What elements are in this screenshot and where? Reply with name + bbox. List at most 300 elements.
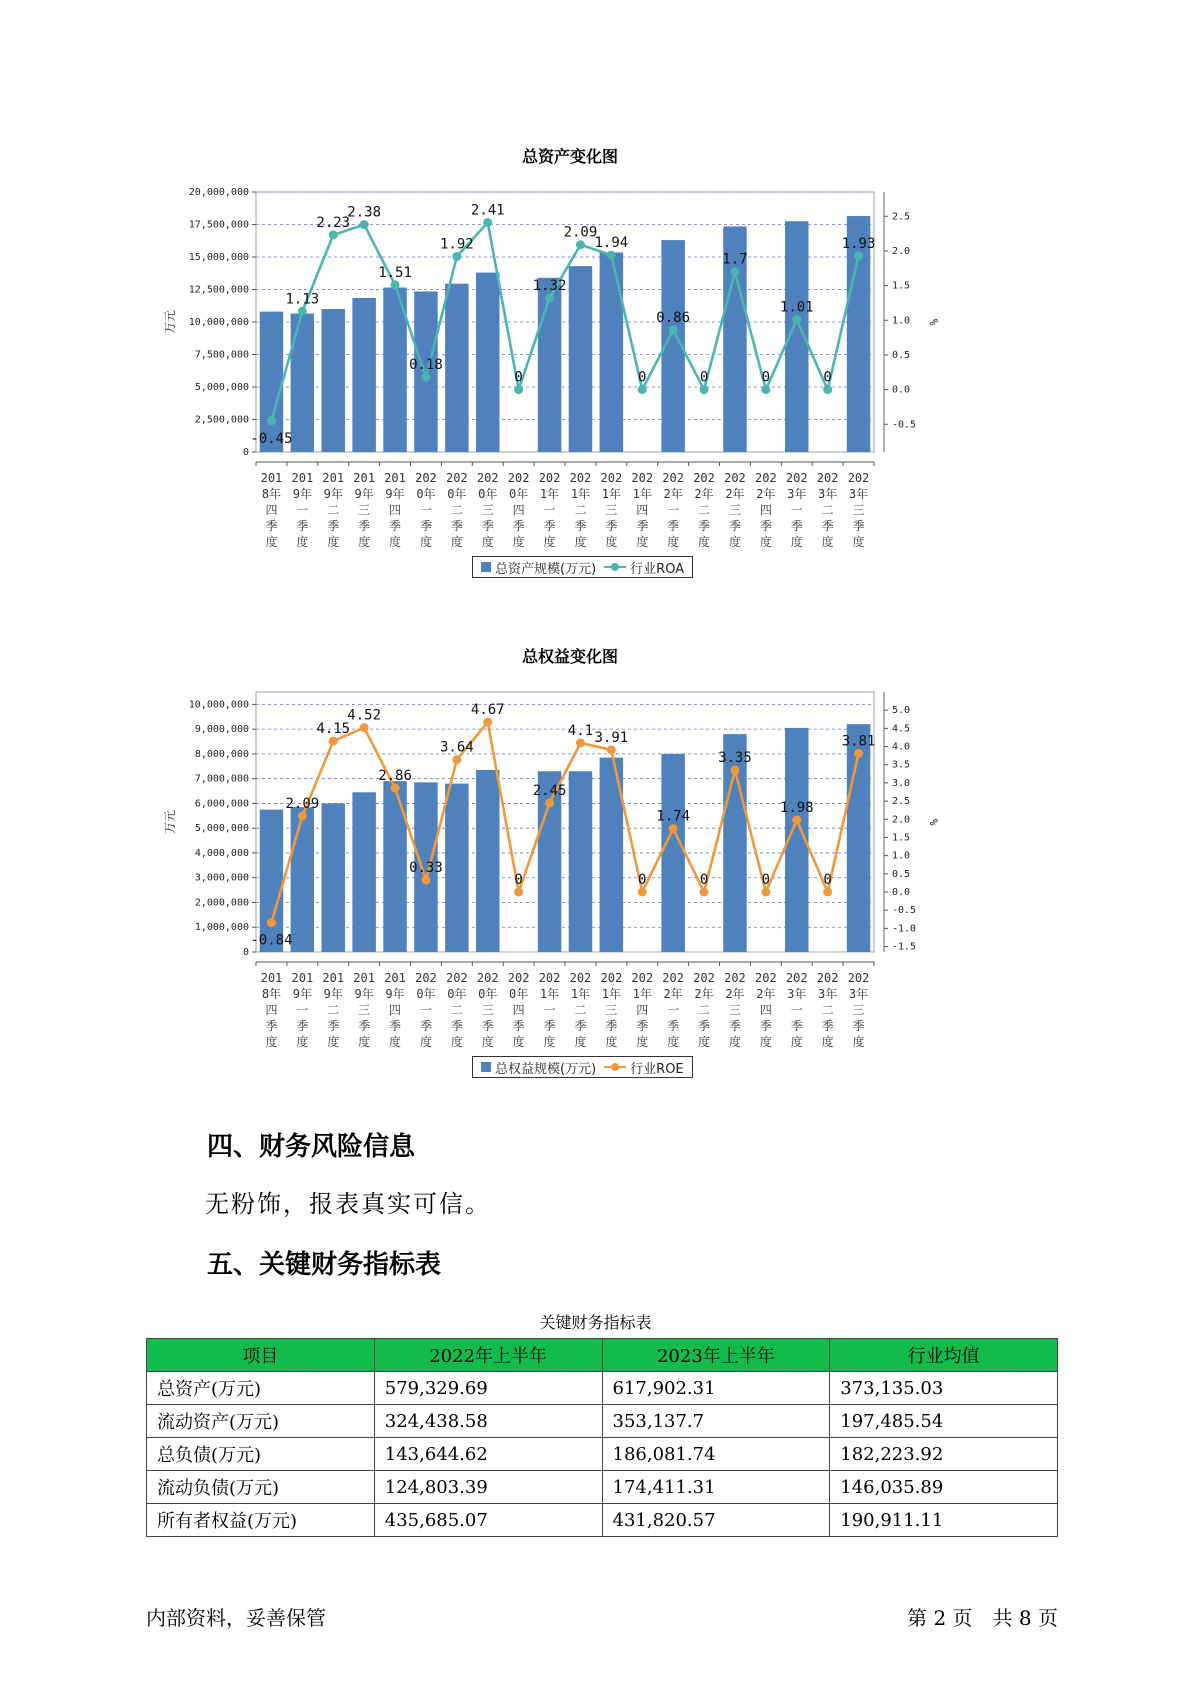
bar [538,278,561,452]
x-tick-label: 2年 [725,987,745,1001]
data-label: 1.01 [779,299,814,316]
x-tick-label: 季 [296,519,309,533]
x-tick-label: 季 [265,519,278,533]
x-tick-label: 1年 [632,987,652,1001]
line-point [700,888,709,897]
line-point [483,218,492,227]
y2-tick-label: 4.5 [892,723,911,735]
x-tick-label: 二 [450,1003,463,1017]
x-tick-label: 度 [481,535,494,549]
x-tick-label: 度 [821,535,834,549]
x-tick-label: 202 [415,971,437,985]
x-tick-label: 度 [265,535,278,549]
data-label: 2.09 [285,796,320,812]
x-tick-label: 四 [389,503,402,517]
data-label: 0 [514,872,523,888]
data-label: 0 [699,872,709,888]
table-row [147,1471,1058,1504]
data-label: 1.32 [532,278,567,295]
x-tick-label: 度 [852,535,865,549]
x-tick-label: 季 [481,519,494,533]
data-label: 0 [823,872,832,888]
data-label: 0 [638,872,647,888]
x-tick-label: 201 [384,471,406,485]
table-cell: 435,685.07 [374,1504,602,1537]
y2-tick-label: 0.0 [892,384,911,396]
x-tick-label: 季 [327,1019,340,1033]
kfi-table [146,1338,1058,1537]
line-point [360,220,369,229]
legend-bar-label: 总权益规模(万元) [495,1061,597,1077]
x-tick-label: 度 [543,535,556,549]
equity-chart-title: 总权益变化图 [521,647,618,666]
data-label: 0 [761,872,771,888]
line-point [854,251,863,260]
x-tick-label: 季 [265,1019,278,1033]
x-tick-label: 201 [260,971,283,985]
x-tick-label: 度 [296,1035,309,1049]
kfi-heading: 五、关键财务指标表 [207,1250,442,1280]
data-label: 2.38 [347,204,382,221]
line-point [576,240,585,249]
bar [383,781,406,952]
y2-tick-label: 2.5 [892,796,911,808]
x-tick-label: 202 [785,971,808,985]
x-tick-label: 202 [755,971,777,985]
x-tick-label: 9年 [354,987,374,1001]
table-cell: 所有者权益(万元) [147,1504,375,1537]
x-tick-label: 季 [605,1019,618,1033]
x-tick-label: 202 [507,471,530,485]
x-tick-label: 季 [667,1019,680,1033]
y-tick-label: 8,000,000 [194,748,249,760]
table-row [147,1405,1058,1438]
line-point [700,385,709,394]
x-tick-label: 2年 [694,987,714,1001]
x-tick-label: 202 [538,971,561,985]
x-tick-label: 201 [260,471,283,485]
x-tick-label: 202 [724,971,746,985]
line-point [421,876,430,885]
data-label: 3.64 [439,739,474,756]
legend-line-item [604,1058,683,1077]
y-tick-label: 7,500,000 [194,349,249,361]
line-point [391,784,400,793]
data-label: 3.91 [594,729,629,746]
x-tick-label: 一 [419,503,432,517]
y2-tick-label: 2.0 [892,245,911,257]
y-tick-label: 1,000,000 [194,922,249,934]
y2-tick-label: -0.5 [892,419,917,431]
x-tick-label: 202 [662,971,684,985]
line-point [576,738,585,747]
y2-tick-label: 0.0 [892,887,911,898]
x-tick-label: 季 [574,519,587,533]
x-tick-label: 季 [667,519,680,533]
x-tick-label: 度 [265,1035,278,1049]
line-point [607,251,616,260]
x-tick-label: 度 [389,1035,402,1049]
x-tick-label: 度 [512,535,525,549]
x-tick-label: 202 [600,971,623,985]
x-tick-label: 季 [759,1019,772,1033]
x-tick-label: 季 [543,519,556,533]
x-tick-label: 季 [543,1019,556,1033]
table-cell: 流动资产(万元) [147,1405,375,1438]
x-tick-label: 202 [693,471,715,485]
x-tick-label: 季 [759,519,772,533]
data-label: -0.45 [250,430,293,447]
legend-bar-item [481,558,596,577]
x-tick-label: 202 [476,971,499,985]
x-tick-label: 季 [852,1019,865,1033]
line-point [267,416,276,425]
y2-tick-label: 1.0 [892,315,911,327]
x-tick-label: 季 [821,1019,834,1033]
bar [476,770,499,952]
x-tick-label: 0年 [416,487,436,501]
x-tick-label: 0年 [478,987,498,1001]
assets-chart-legend [472,556,693,578]
x-tick-label: 季 [728,1019,741,1033]
x-tick-label: 季 [574,1019,587,1033]
data-label: 4.1 [567,722,594,739]
x-tick-label: 201 [322,471,345,485]
x-tick-label: 1年 [539,987,560,1001]
x-tick-label: 季 [821,519,834,533]
y2-tick-label: 0.5 [892,349,911,361]
x-tick-label: 季 [296,1019,309,1033]
x-tick-label: 2年 [725,487,745,501]
x-tick-label: 202 [476,471,499,485]
x-tick-label: 9年 [385,987,405,1001]
x-tick-label: 二 [327,503,340,517]
bar [260,810,283,952]
table-cell: 190,911.11 [830,1504,1058,1537]
x-tick-label: 度 [574,535,587,549]
y-tick-label: 10,000,000 [188,317,249,328]
x-tick-label: 202 [816,471,839,485]
y2-tick-label: 1.5 [892,280,911,292]
x-tick-label: 季 [728,519,741,533]
legend-line-swatch [604,562,626,572]
line-point [669,824,678,833]
bar [291,314,314,452]
x-tick-label: 一 [790,503,803,517]
x-tick-label: 季 [450,1019,463,1033]
line-point [854,749,863,758]
footer-left: 内部资料，妥善保管 [146,1606,326,1630]
x-tick-label: 二 [327,1003,340,1017]
x-tick-label: 度 [389,535,402,549]
data-label: 0 [514,369,523,386]
y-tick-label: 4,000,000 [194,847,249,859]
x-tick-label: 0年 [447,487,467,501]
y-tick-label: 9,000,000 [194,724,249,736]
x-tick-label: 二 [698,503,711,517]
line-point [669,325,678,334]
x-tick-label: 201 [353,471,375,485]
line-point [483,718,492,727]
x-tick-label: 季 [450,519,463,533]
x-tick-label: 201 [291,971,314,985]
y2-tick-label: 3.0 [892,777,911,789]
data-label: 0.33 [409,860,443,876]
y-tick-label: 12,500,000 [188,284,249,296]
x-tick-label: 1年 [601,987,621,1001]
data-label: 1.93 [841,235,876,252]
data-label: 4.67 [470,702,505,719]
x-tick-label: 一 [543,503,556,517]
y2-axis-title: % [927,818,940,826]
data-label: 0.86 [656,309,691,326]
data-label: 1.74 [656,808,691,825]
table-cell: 324,438.58 [374,1405,602,1438]
x-tick-label: 季 [389,519,402,533]
line-point [792,315,801,324]
x-tick-label: 202 [569,471,592,485]
line-point [267,918,276,927]
line-point [607,745,616,754]
x-tick-label: 三 [728,503,741,517]
x-tick-label: 202 [600,471,623,485]
data-label: 0 [638,369,647,386]
x-tick-label: 度 [543,1035,556,1049]
x-tick-label: 季 [358,519,371,533]
x-tick-label: 季 [327,519,340,533]
x-tick-label: 度 [296,535,309,549]
x-tick-label: 3年 [848,487,869,501]
x-tick-label: 3年 [787,487,807,501]
data-label: 0.18 [409,357,443,374]
x-tick-label: 2年 [756,987,776,1001]
line-point [545,798,554,807]
y-tick-label: 3,000,000 [194,872,249,884]
bar [322,803,345,952]
table-cell: 182,223.92 [830,1438,1058,1471]
x-tick-label: 度 [790,535,803,549]
table-cell: 186,081.74 [602,1438,830,1471]
line-point [545,294,554,303]
x-tick-label: 四 [759,1003,772,1017]
x-tick-label: 度 [759,1035,772,1049]
y2-tick-label: -0.5 [892,905,917,917]
x-tick-label: 四 [265,503,278,517]
line-point [638,385,647,394]
x-tick-label: 四 [759,503,772,517]
x-tick-label: 一 [790,1003,803,1017]
table-row [147,1438,1058,1471]
equity-chart-svg [160,676,980,1096]
x-tick-label: 度 [821,1035,834,1049]
x-tick-label: 1年 [570,987,591,1001]
x-tick-label: 度 [358,535,371,549]
table-cell: 流动负债(万元) [147,1471,375,1504]
data-label: 1.51 [378,264,412,281]
x-tick-label: 季 [636,519,649,533]
line-point [298,812,307,821]
table-cell: 总负债(万元) [147,1438,375,1471]
y-tick-label: 0 [242,447,249,458]
x-tick-label: 3年 [818,987,838,1001]
x-tick-label: 202 [662,471,684,485]
equity-chart-legend [472,1056,693,1078]
table-header-cell: 2022年上半年 [374,1339,602,1372]
data-label: 4.15 [316,721,351,738]
x-tick-label: 二 [450,503,463,517]
x-tick-label: 201 [291,471,314,485]
footer-right: 第 2 页 共 8 页 [907,1606,1058,1630]
legend-bar-swatch [481,1062,491,1072]
table-cell: 617,902.31 [602,1372,830,1405]
line-point [730,267,739,276]
data-label: 0 [761,369,771,386]
x-tick-label: 季 [358,1019,371,1033]
line-point [761,385,770,394]
x-tick-label: 季 [605,519,618,533]
line-point [823,385,832,394]
x-tick-label: 度 [450,535,463,549]
y-tick-label: 5,000,000 [194,823,249,835]
x-tick-label: 四 [389,1003,402,1017]
table-header-cell: 行业均值 [830,1339,1058,1372]
y-tick-label: 6,000,000 [194,798,249,810]
x-tick-label: 度 [636,1035,649,1049]
x-tick-label: 202 [446,471,468,485]
x-tick-label: 度 [327,535,340,549]
line-point [638,888,647,897]
table-cell: 197,485.54 [830,1405,1058,1438]
x-tick-label: 一 [296,1003,309,1017]
x-tick-label: 度 [419,1035,432,1049]
x-tick-label: 度 [605,535,618,549]
line-point [329,737,338,746]
x-tick-label: 202 [816,971,839,985]
bar [291,807,314,952]
x-tick-label: 季 [698,1019,711,1033]
table-caption: 关键财务指标表 [539,1313,652,1332]
x-tick-label: 201 [353,971,375,985]
bar [445,284,468,452]
x-tick-label: 度 [419,535,432,549]
x-tick-label: 202 [755,471,777,485]
data-label: 1.13 [285,291,320,308]
line-point [452,755,461,764]
x-tick-label: 8年 [261,987,282,1001]
data-label: 2.45 [532,782,567,799]
legend-bar-item [481,1058,596,1077]
x-tick-label: 季 [512,1019,525,1033]
x-tick-label: 202 [569,971,592,985]
data-label: 1.7 [722,251,748,268]
y-tick-label: 0 [242,947,249,958]
x-tick-label: 三 [481,1003,494,1017]
y-tick-label: 10,000,000 [188,699,249,711]
x-tick-label: 2年 [694,487,714,501]
x-tick-label: 度 [605,1035,618,1049]
x-tick-label: 3年 [818,487,838,501]
y2-tick-label: 3.5 [892,759,911,771]
x-tick-label: 202 [415,471,437,485]
risk-heading: 四、财务风险信息 [207,1132,416,1162]
y-tick-label: 20,000,000 [188,187,249,198]
bar [322,309,345,452]
x-tick-label: 度 [358,1035,371,1049]
table-header-row [147,1339,1058,1372]
table-cell: 146,035.89 [830,1471,1058,1504]
bar [445,784,468,952]
assets-chart-title: 总资产变化图 [521,147,618,166]
x-tick-label: 201 [384,971,406,985]
table-row [147,1372,1058,1405]
x-tick-label: 1年 [601,487,621,501]
table-cell: 373,135.03 [830,1372,1058,1405]
x-tick-label: 9年 [323,987,343,1001]
x-tick-label: 9年 [292,487,312,501]
y2-tick-label: 1.0 [892,850,911,862]
x-tick-label: 季 [419,1019,432,1033]
x-tick-label: 度 [759,535,772,549]
x-tick-label: 度 [698,1035,711,1049]
y-tick-label: 7,000,000 [194,773,249,785]
x-tick-label: 0年 [509,987,529,1001]
x-tick-label: 0年 [447,987,467,1001]
data-label: 3.35 [718,750,752,767]
x-tick-label: 9年 [292,987,312,1001]
x-tick-label: 9年 [385,487,405,501]
x-tick-label: 度 [667,535,680,549]
line-point [823,888,832,897]
x-tick-label: 度 [481,1035,494,1049]
data-label: 4.52 [347,707,382,724]
bar [352,792,375,952]
data-label: 1.92 [439,236,474,253]
x-tick-label: 二 [698,1003,711,1017]
x-tick-label: 度 [667,1035,680,1049]
bar [569,266,592,452]
bar [661,754,684,952]
x-tick-label: 季 [790,519,803,533]
y-tick-label: 17,500,000 [188,219,249,231]
x-tick-label: 2年 [663,987,683,1001]
x-tick-label: 度 [728,1035,741,1049]
line-point [761,888,770,897]
legend-bar-swatch [481,562,491,572]
table-cell: 579,329.69 [374,1372,602,1405]
y2-tick-label: -1.5 [892,941,917,953]
legend-line-label: 行业ROE [630,1061,684,1077]
data-label: 0 [699,369,709,386]
y2-tick-label: 2.0 [892,814,911,826]
x-tick-label: 一 [419,1003,432,1017]
bar [569,771,592,952]
y2-tick-label: -1.0 [892,923,917,935]
x-tick-label: 0年 [478,487,498,501]
data-label: 1.98 [779,800,814,816]
x-tick-label: 季 [389,1019,402,1033]
data-label: 3.81 [841,733,876,750]
risk-text: 无粉饰，报表真实可信。 [205,1190,491,1218]
x-tick-label: 季 [790,1019,803,1033]
x-tick-label: 度 [327,1035,340,1049]
legend-bar-label: 总资产规模(万元) [495,561,597,577]
x-tick-label: 三 [358,503,371,517]
y2-tick-label: 5.0 [892,705,911,717]
y2-tick-label: 2.5 [892,211,911,223]
x-tick-label: 二 [574,1003,587,1017]
line-point [329,230,338,239]
x-tick-label: 三 [852,503,865,517]
